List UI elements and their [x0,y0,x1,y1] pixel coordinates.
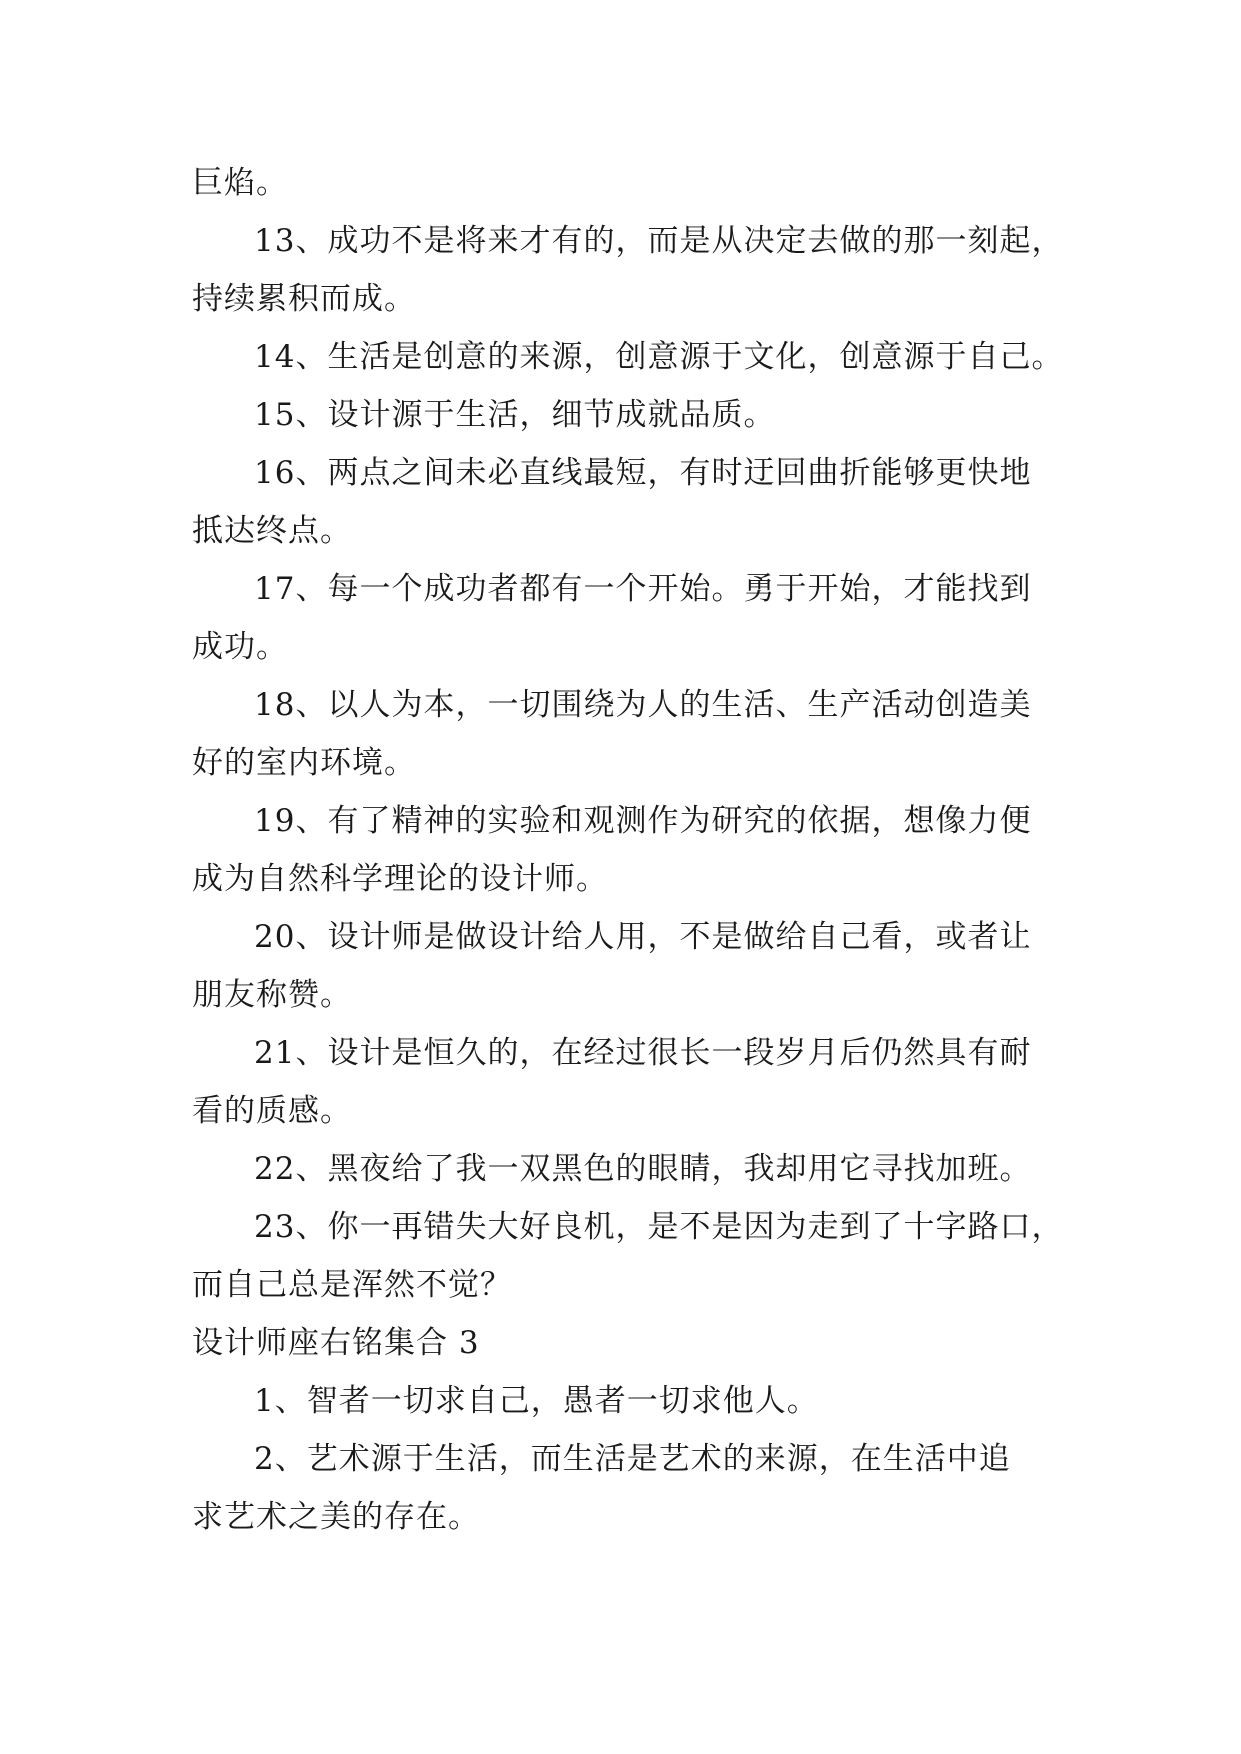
quote-20-line-2: 朋友称赞。 [192,977,352,1013]
quote-1: 1、智者一切求自己，愚者一切求他人。 [254,1383,819,1419]
quote-13-line-1: 13、成功不是将来才有的，而是从决定去做的那一刻起， [254,223,1064,259]
quote-23-line-1: 23、你一再错失大好良机，是不是因为走到了十字路口， [254,1209,1064,1245]
quote-17-line-1: 17、每一个成功者都有一个开始。勇于开始，才能找到 [254,571,1032,607]
quote-22: 22、黑夜给了我一双黑色的眼睛，我却用它寻找加班。 [254,1151,1032,1187]
quote-15: 15、设计源于生活，细节成就品质。 [254,397,776,433]
quote-20-line-1: 20、设计师是做设计给人用，不是做给自己看，或者让 [254,919,1032,955]
quote-21-line-1: 21、设计是恒久的，在经过很长一段岁月后仍然具有耐 [254,1035,1032,1071]
paragraph-continuation: 巨焰。 [192,165,288,201]
quote-18-line-2: 好的室内环境。 [192,745,416,781]
quote-2-line-2: 求艺术之美的存在。 [192,1499,480,1535]
quote-19-line-2: 成为自然科学理论的设计师。 [192,861,608,897]
quote-16-line-1: 16、两点之间未必直线最短，有时迂回曲折能够更快地 [254,455,1032,491]
quote-17-line-2: 成功。 [192,629,288,665]
quote-16-line-2: 抵达终点。 [192,513,352,549]
quote-14: 14、生活是创意的来源，创意源于文化，创意源于自己。 [254,339,1064,375]
quote-19-line-1: 19、有了精神的实验和观测作为研究的依据，想像力便 [254,803,1032,839]
quote-18-line-1: 18、以人为本，一切围绕为人的生活、生产活动创造美 [254,687,1032,723]
quote-23-line-2: 而自己总是浑然不觉？ [192,1267,512,1303]
quote-2-line-1: 2、艺术源于生活，而生活是艺术的来源，在生活中追 [254,1441,1011,1477]
quote-21-line-2: 看的质感。 [192,1093,352,1129]
document-body [192,154,1072,1546]
quote-13-line-2: 持续累积而成。 [192,281,416,317]
section-heading: 设计师座右铭集合 3 [192,1325,480,1361]
